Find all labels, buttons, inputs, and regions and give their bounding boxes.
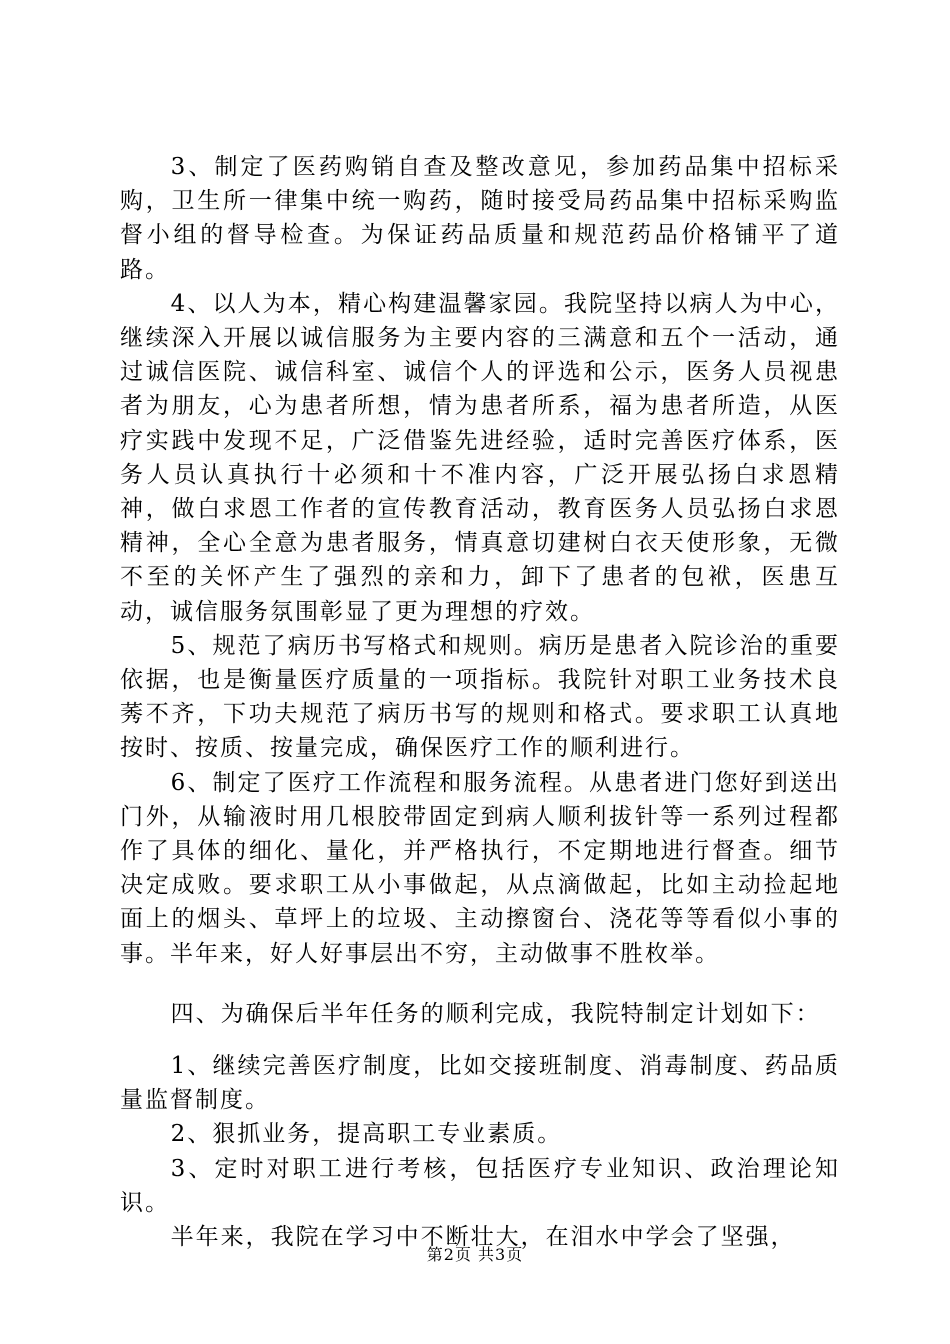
plan-item-1: 1、继续完善医疗制度，比如交接班制度、消毒制度、药品质量监督制度。 bbox=[120, 1053, 840, 1114]
plan-item-2: 2、狠抓业务，提高职工专业素质。 bbox=[170, 1121, 563, 1148]
document-body bbox=[120, 150, 840, 1254]
paragraph-item-3: 3、制定了医药购销自查及整改意见，参加药品集中招标采购，卫生所一律集中统一购药，随时接受局药品集中招标采购监督小组的督导检查。为保证药品质量和规范药品价格铺平了道路。 bbox=[120, 154, 840, 283]
paragraph-item-6: 6、制定了医疗工作流程和服务流程。从患者进门您好到送出门外，从输液时用几根胶带固定到病人顺利拔针等一系列过程都作了具体的细化、量化，并严格执行，不定期地进行督查。细节决定成败。要求职工从小事做起，从点滴做起，比如主动捡起地面上的烟头、草坪上的垃圾、主动擦窗台、浇花等等看似小事的事。半年来，好人好事层出不穷，主动做事不胜枚举。 bbox=[120, 769, 840, 967]
spacer bbox=[120, 971, 840, 997]
page-footer: 第2页 共3页 bbox=[426, 1245, 524, 1264]
plan-item-3: 3、定时对职工进行考核，包括医疗专业知识、政治理论知识。 bbox=[120, 1155, 840, 1216]
closing-paragraph: 半年来，我院在学习中不断壮大，在泪水中学会了坚强， bbox=[170, 1224, 796, 1251]
section-heading: 四、为确保后半年任务的顺利完成，我院特制定计划如下： bbox=[170, 1000, 821, 1027]
paragraph-item-4: 4、以人为本，精心构建温馨家园。我院坚持以病人为中心，继续深入开展以诚信服务为主要内容的三满意和五个一活动，通过诚信医院、诚信科室、诚信个人的评选和公示，医务人员视患者为朋友，心为患者所想，情为患者所系，福为患者所造，从医疗实践中发现不足，广泛借鉴先进经验，适时完善医疗体系，医务人员认真执行十必须和十不准内容，广泛开展弘扬白求恩精神，做白求恩工作者的宣传教育活动，教育医务人员弘扬白求恩精神，全心全意为患者服务，情真意切建树白衣天使形象，无微不至的关怀产生了强烈的亲和力，卸下了患者的包袱，医患互动，诚信服务氛围彰显了更为理想的疗效。 bbox=[120, 290, 840, 625]
paragraph-item-5: 5、规范了病历书写格式和规则。病历是患者入院诊治的重要依据，也是衡量医疗质量的一项指标。我院针对职工业务技术良莠不齐，下功夫规范了病历书写的规则和格式。要求职工认真地按时、按质、按量完成，确保医疗工作的顺利进行。 bbox=[120, 632, 840, 762]
spacer bbox=[120, 1031, 840, 1049]
